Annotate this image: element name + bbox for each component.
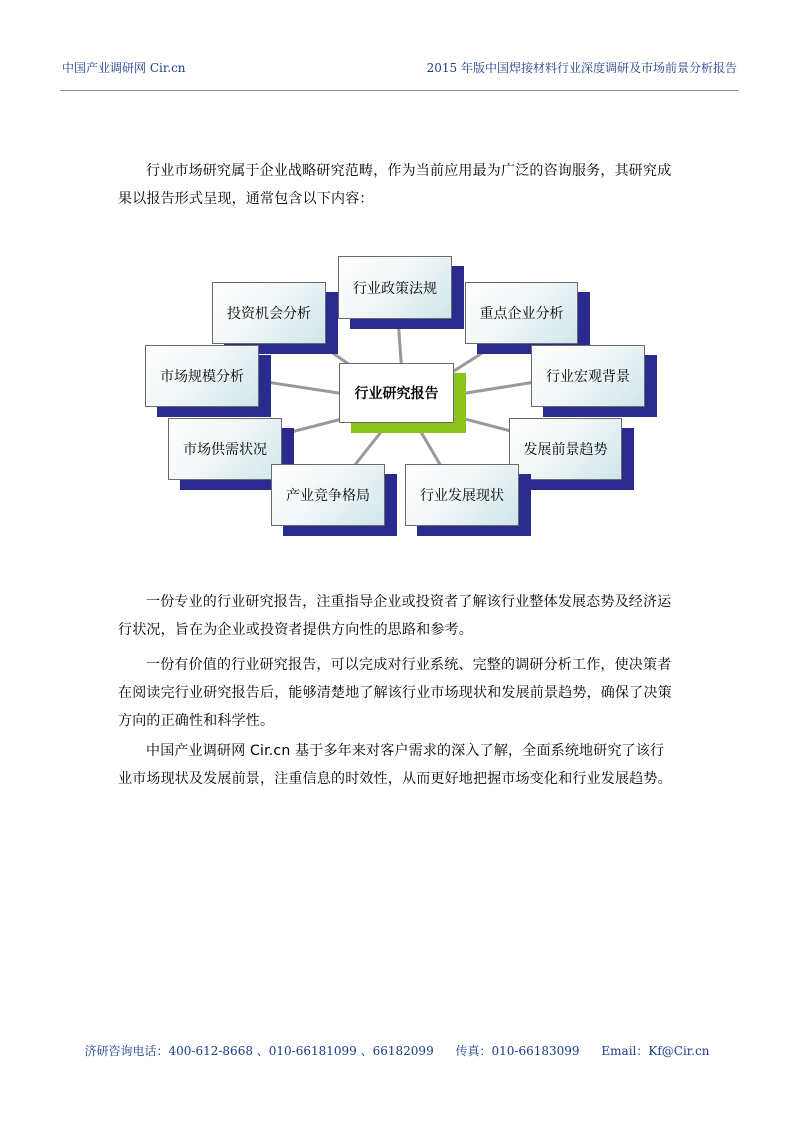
diagram-node-macro: 行业宏观背景 [531, 345, 645, 407]
header-divider [60, 90, 738, 91]
diagram-node-supply-demand: 市场供需状况 [168, 418, 282, 480]
diagram-node-competition: 产业竞争格局 [271, 464, 385, 526]
intro-paragraph: 行业市场研究属于企业战略研究范畴，作为当前应用最为广泛的咨询服务，其研究成果以报告形式呈现，通常包含以下内容： [118, 163, 672, 207]
diagram-center-node: 行业研究报告 [339, 363, 454, 423]
diagram-node-status: 行业发展现状 [405, 464, 519, 526]
body-paragraph-1: 一份专业的行业研究报告，注重指导企业或投资者了解该行业整体发展态势及经济运行状况，旨在为企业或投资者提供方向性的思路和参考。 [118, 594, 672, 638]
diagram-node-policy: 行业政策法规 [338, 256, 452, 319]
diagram-node-market-size: 市场规模分析 [145, 345, 259, 407]
footer-phone: 济研咨询电话：400-612-8668 、010-66181099 、66182099 [84, 1044, 434, 1058]
diagram-node-enterprise: 重点企业分析 [465, 282, 578, 344]
diagram-node-prospects: 发展前景趋势 [509, 418, 622, 480]
body-paragraph-2: 一份有价值的行业研究报告，可以完成对行业系统、完整的调研分析工作，使决策者在阅读完行业研究报告后，能够清楚地了解该行业市场现状和发展前景趋势，确保了决策方向的正确性和科学性。 [118, 657, 672, 729]
body-paragraph-3: 中国产业调研网 Cir.cn 基于多年来对客户需求的深入了解，全面系统地研究了该行业市场现状及发展前景，注重信息的时效性，从而更好地把握市场变化和行业发展趋势。 [118, 743, 672, 787]
header-site-name: 中国产业调研网 Cir.cn [62, 61, 186, 75]
footer-email: Email：Kf@Cir.cn [601, 1044, 710, 1058]
footer-fax: 传真：010-66183099 [455, 1044, 580, 1058]
footer-contact [0, 1042, 794, 1059]
diagram-node-investment: 投资机会分析 [212, 282, 326, 344]
header-report-title: 2015 年版中国焊接材料行业深度调研及市场前景分析报告 [426, 61, 737, 75]
